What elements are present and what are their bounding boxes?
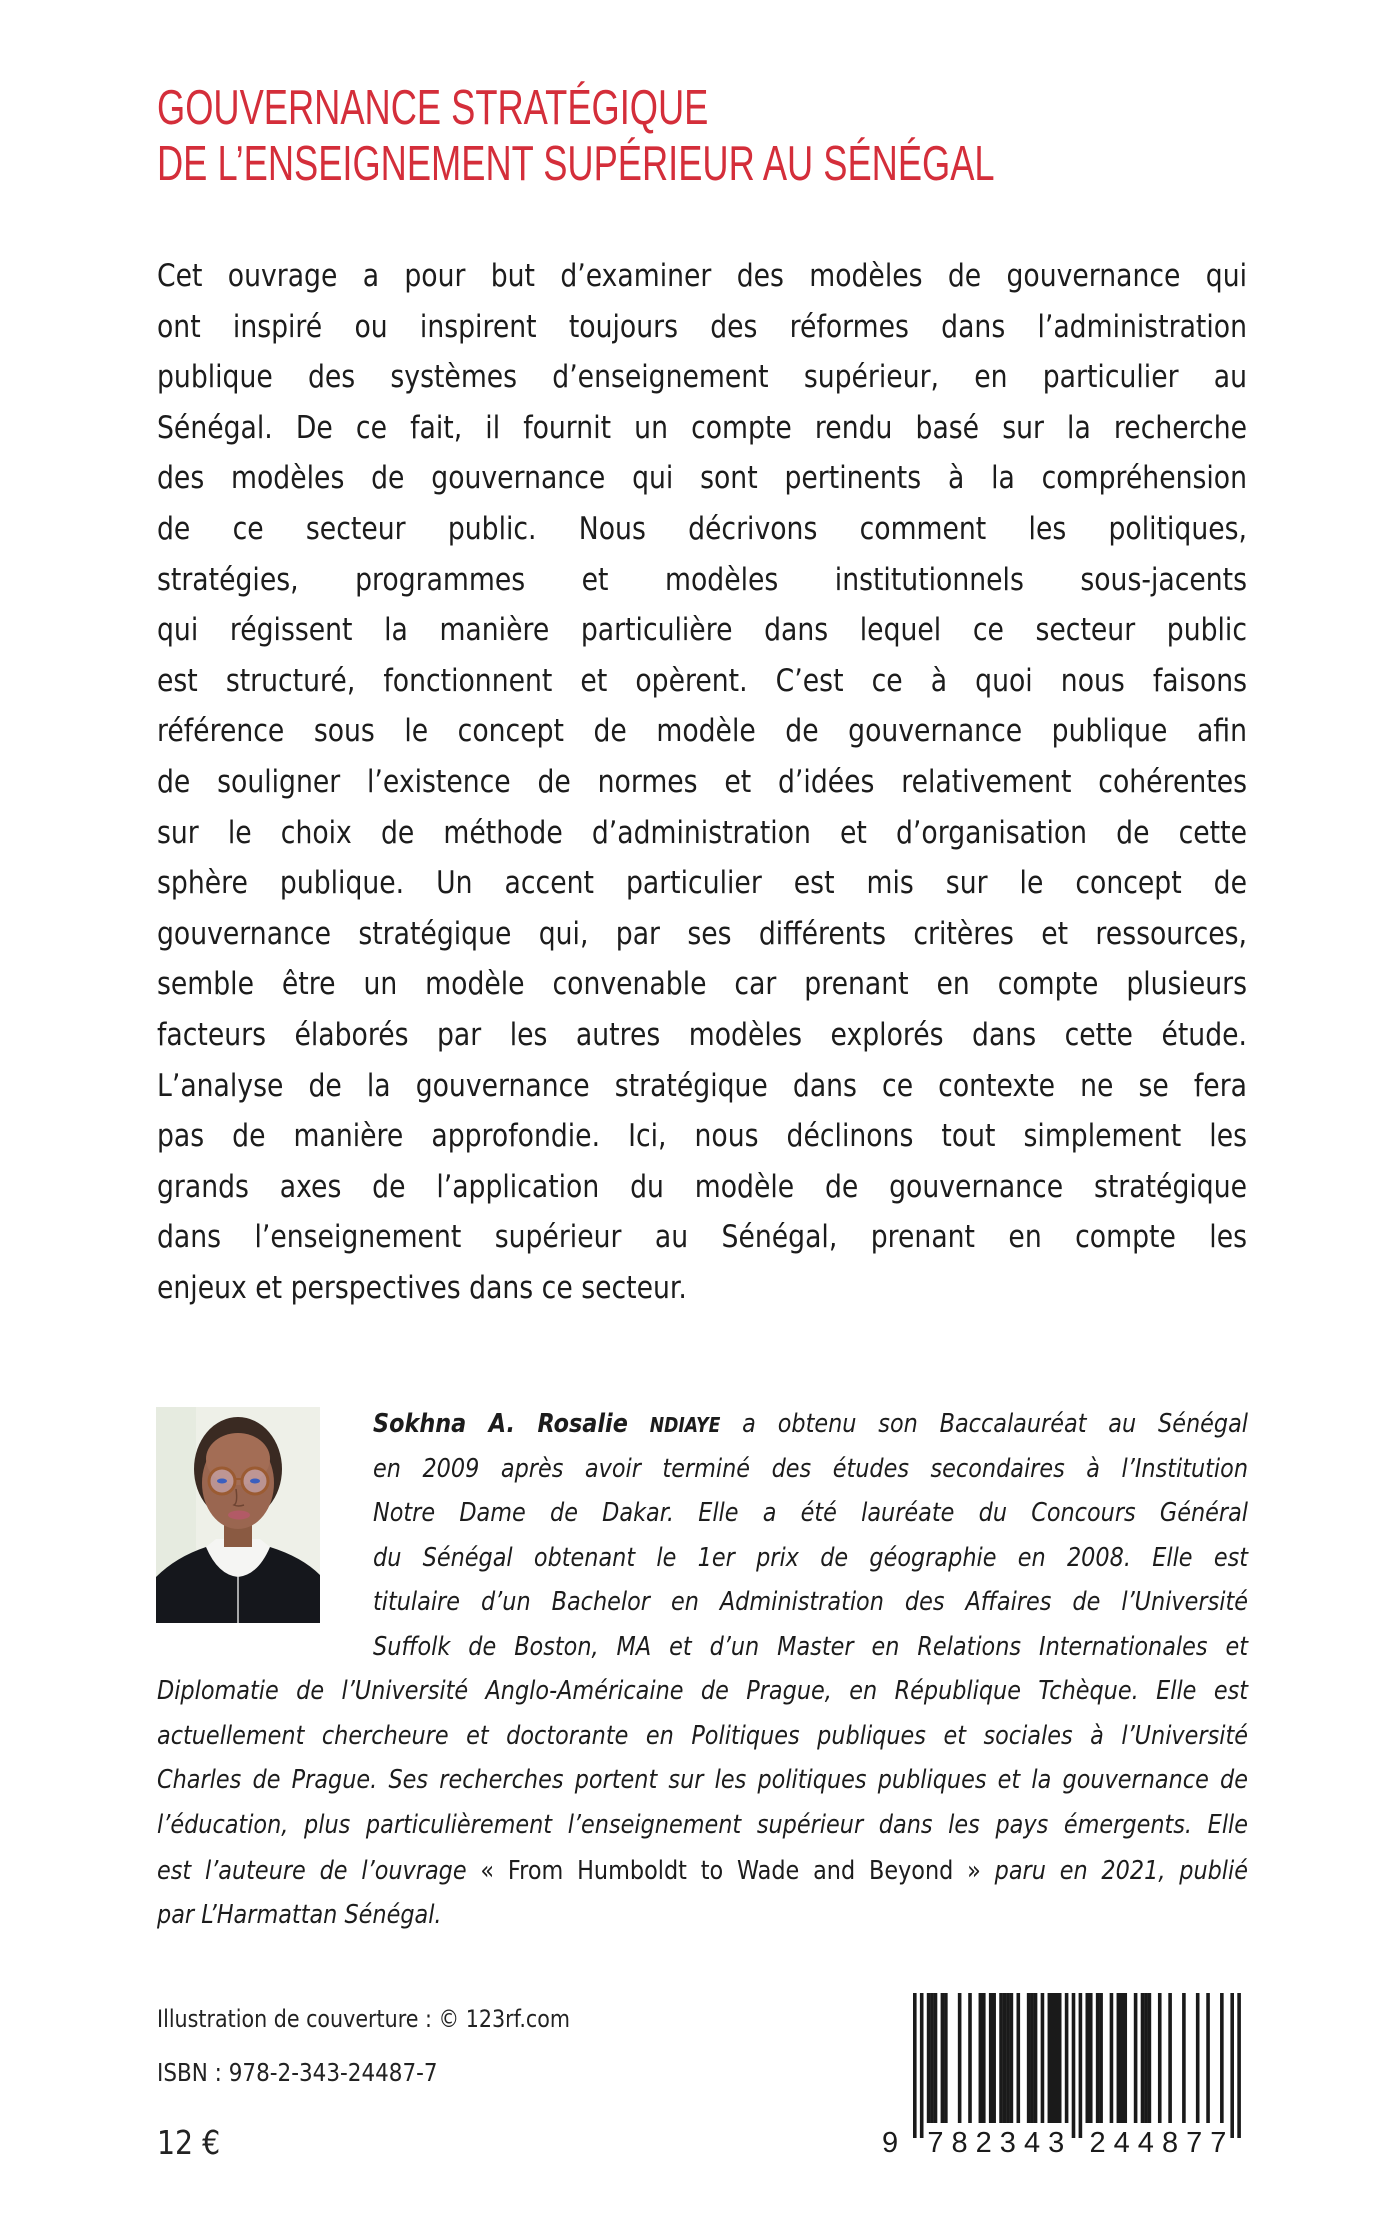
svg-text:3: 3 [1048, 2127, 1065, 2158]
illustration-credit: Illustration de couverture : © 123rf.com [157, 2005, 571, 2033]
author-bio-last-line: par L’Harmattan Sénégal. [157, 1900, 442, 1930]
book-title-line-1: GOUVERNANCE STRATÉGIQUE [157, 81, 709, 135]
summary-line: facteurs élaborés par les autres modèles explorés dans cette étude. [157, 1017, 1248, 1053]
barcode-icon [878, 1990, 1250, 2158]
author-name-family: NDIAYE [649, 1413, 721, 1437]
summary-line: publique des systèmes d’enseignement supérieur, en particulier au [157, 359, 1247, 396]
author-photo [156, 1407, 320, 1623]
svg-text:9: 9 [882, 2127, 899, 2158]
summary-line: pas de manière approfondie. Ici, nous déclinons tout simplement les [157, 1118, 1247, 1155]
svg-text:7: 7 [1210, 2127, 1227, 2158]
author-bio-book-prefix: est l’auteure de l’ouvrage [157, 1856, 481, 1886]
author-bio-book-line [157, 1849, 1248, 1893]
svg-text:4: 4 [1023, 2127, 1041, 2158]
author-name-given: Sokhna A. Rosalie [373, 1409, 628, 1439]
author-bio-line: Charles de Prague. Ses recherches portent sur les politiques publiques et la gouvernance de [157, 1765, 1249, 1795]
summary-line: stratégies, programmes et modèles institutionnels sous-jacents [157, 561, 1247, 598]
author-bio-first-line-rest: a obtenu son Baccalauréat au Sénégal [720, 1409, 1249, 1439]
svg-text:2: 2 [1089, 2127, 1106, 2158]
isbn-text: ISBN : 978-2-343-24487-7 [157, 2058, 438, 2087]
svg-text:8: 8 [951, 2127, 968, 2158]
summary-line: ont inspiré ou inspirent toujours des réformes dans l’administration [157, 308, 1247, 345]
summary-line: L’analyse de la gouvernance stratégique dans ce contexte ne se fera [157, 1067, 1247, 1104]
author-bio-line: en 2009 après avoir terminé des études secondaires à l’Institution [373, 1453, 1248, 1484]
author-bio-line: Diplomatie de l’Université Anglo-Américaine de Prague, en République Tchèque. Elle est [157, 1676, 1249, 1706]
author-bio-line: actuellement chercheure et doctorante en Politiques publiques et sociales à l’Université [157, 1720, 1249, 1751]
author-bio-line: titulaire d’un Bachelor en Administration des Affaires de l’Université [373, 1587, 1249, 1617]
summary-line: référence sous le concept de modèle de gouvernance publique afin [157, 713, 1247, 750]
svg-text:4: 4 [1113, 2127, 1130, 2158]
summary-line: qui régissent la manière particulière dans lequel ce secteur public [157, 612, 1247, 649]
price-text: 12 € [157, 2123, 221, 2162]
svg-text:2: 2 [975, 2127, 992, 2158]
author-portrait-icon [156, 1407, 320, 1623]
svg-text:3: 3 [999, 2127, 1016, 2158]
summary-line: des modèles de gouvernance qui sont pertinents à la compréhension [157, 460, 1247, 497]
summary-line: de souligner l’existence de normes et d’idées relativement cohérentes [157, 764, 1247, 800]
author-bio-line: du Sénégal obtenant le 1er prix de géographie en 2008. Elle est [373, 1542, 1249, 1573]
author-bio-book-suffix: paru en 2021, publié [980, 1856, 1248, 1886]
author-bio-line: Notre Dame de Dakar. Elle a été lauréate du Concours Général [373, 1498, 1248, 1528]
book-title-line-2: DE L’ENSEIGNEMENT SUPÉRIEUR AU SÉNÉGAL [157, 137, 995, 191]
summary-line: de ce secteur public. Nous décrivons comment les politiques, [157, 511, 1247, 547]
summary-line: gouvernance stratégique qui, par ses différents critères et ressources, [157, 915, 1248, 952]
summary-line: Sénégal. De ce fait, il fournit un compte rendu basé sur la recherche [157, 409, 1247, 446]
author-bio-line-1 [373, 1402, 1248, 1446]
svg-text:7: 7 [1186, 2127, 1203, 2158]
svg-text:8: 8 [1161, 2127, 1179, 2158]
svg-text:7: 7 [927, 2127, 944, 2158]
isbn-barcode [878, 1990, 1250, 2158]
summary-line: Cet ouvrage a pour but d’examiner des modèles de gouvernance qui [157, 258, 1247, 294]
summary-line: semble être un modèle convenable car prenant en compte plusieurs [157, 966, 1247, 1003]
author-book-title: « From Humboldt to Wade and Beyond » [480, 1856, 981, 1886]
summary-line: sphère publique. Un accent particulier est mis sur le concept de [157, 865, 1247, 902]
summary-line: dans l’enseignement supérieur au Sénégal, prenant en compte les [157, 1219, 1247, 1256]
svg-text:4: 4 [1137, 2127, 1154, 2158]
author-bio-line: Suffolk de Boston, MA et d’un Master en Relations Internationales et [373, 1631, 1249, 1662]
summary-line: est structuré, fonctionnent et opèrent. C’est ce à quoi nous faisons [157, 662, 1247, 699]
summary-line: enjeux et perspectives dans ce secteur. [157, 1270, 687, 1306]
summary-line: grands axes de l’application du modèle de gouvernance stratégique [157, 1168, 1247, 1205]
summary-line: sur le choix de méthode d’administration et d’organisation de cette [157, 814, 1247, 851]
author-bio-line: l’éducation, plus particulièrement l’enseignement supérieur dans les pays émergents. Elle [157, 1809, 1249, 1840]
